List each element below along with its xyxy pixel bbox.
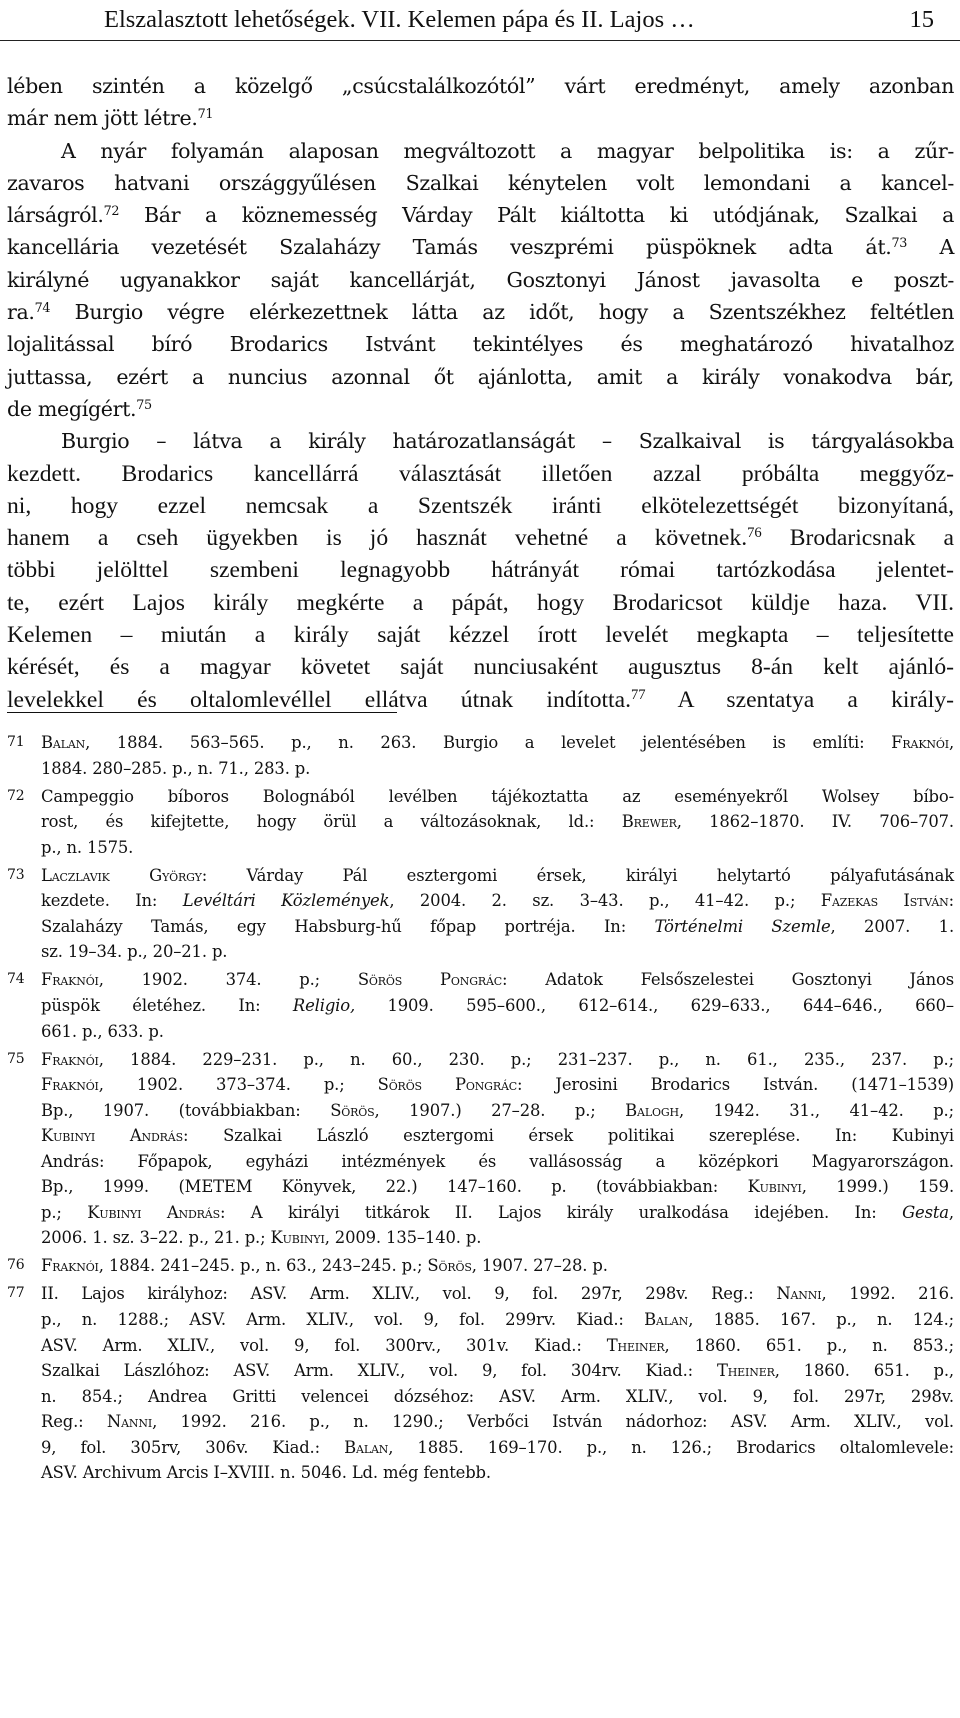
- footnote-ref-75[interactable]: 75: [136, 397, 152, 413]
- footnote-ref-73[interactable]: 73: [891, 236, 908, 252]
- footnote-73: 73 Laczlavik György: Várday Pál esztergomi érsek, királyi helytartó pályafutásának kezdete. In: Levéltári Közlemények, 2004. 2. sz. 3–43. p., 41–42. p.; Fazekas István: Szalaházy Tamás, egy Habsburg-hű főpap portréja. In: Történelmi Szemle, 2007. 1. sz. 19–34. p., 20–21. p.: [7, 863, 954, 965]
- footnote-ref-77[interactable]: 77: [630, 686, 646, 703]
- footnote-74: 74 Fraknói, 1902. 374. p.; Sörös Pongrác: Adatok Felsőszelestei Gosztonyi János püspök életéhez. In: Religio, 1909. 595–600., 612–614., 629–633., 644–646., 660– 661. p., 633. p.: [7, 967, 954, 1044]
- footnote-number: 76: [7, 1257, 25, 1274]
- text-line: királyné ugyanakkor saját kancellárját, Gosztonyi Jánost javasolta e poszt-: [7, 267, 954, 292]
- text-line: kancellária vezetését Szalaházy Tamás veszprémi püspöknek adta át.$^{73}$ A: [7, 235, 955, 260]
- footnote-ref-72[interactable]: 72: [103, 204, 120, 220]
- text-line: lében szintén a közelgő „csúcstalálkozótól” várt eredményt, amely azonban: [7, 74, 954, 98]
- footnote-72: 72 Campeggio bíboros Bolognából levélben tájékoztatta az eseményekről Wolsey bíbo- rost, és kifejtette, hogy örül a változásoknak, ld.: Brewer, 1862–1870. IV. 706–707. p., n. 1575.: [7, 784, 954, 861]
- footnote-number: 73: [7, 866, 25, 883]
- text-line: hanem a cseh ügyekben is jó hasznát vehetné a követnek.$^{76}$ Brodaricsnak a: [7, 525, 954, 552]
- footnote-ref-76[interactable]: 76: [747, 525, 762, 542]
- footnote-77: 77 II. Lajos királyhoz: ASV. Arm. XLIV., vol. 9, fol. 297r, 298v. Reg.: Nanni, 1992. 216. p., n. 1288.; ASV. Arm. XLIV., vol. 9, fol. 299rv. Kiad.: Balan, 1885. 167. p., n. 124.; ASV. Arm. XLIV., vol. 9, fol. 300rv., 301v. Kiad.: Theiner, 1860. 651. p., n. 853.; Szalkai Lászlóhoz: ASV. Arm. XLIV., vol. 9, fol. 304rv. Kiad.: Theiner, 1860. 651. p., n. 854.; Andrea Gritti velencei dózséhoz: ASV. Arm. XLIV., vol. 9, fol. 297r, 298v. Reg.: Nanni, 1992. 216. p., n. 1290.; Verbőci István nádorhoz: ASV. Arm. XLIV., vol. 9, fol. 305rv, 306v. Kiad.: Balan, 1885. 169–170. p., n. 126.; Brodarics oltalomlevele: ASV. Archivum Arcis I–XVIII. n. 5046. Ld. még fentebb.: [7, 1281, 954, 1485]
- text-line: te, ezért Lajos király megkérte a pápát, hogy Brodaricsot küldje haza. VII.: [7, 589, 954, 616]
- text-line: kérését, és a magyar követet saját nunciusaként augusztus 8-án kelt ajánló-: [7, 654, 954, 681]
- main-text: [7, 70, 954, 716]
- footnote-separator: [7, 712, 397, 713]
- text-line: ra.$^{74}$ Burgio végre elérkezettnek látta az időt, hogy a Szentszékhez feltétlen: [7, 300, 954, 325]
- footnote-ref-74[interactable]: 74: [34, 301, 51, 317]
- text-line: levelekkel és oltalomlevéllel ellátva útnak indította.$^{77}$ A szentatya a király-: [7, 686, 954, 713]
- text-line: már nem jött létre.$^{71}$: [7, 106, 214, 131]
- text-line: lojalitással bíró Brodarics Istvánt tekintélyes és meghatározó hivatalhoz: [7, 332, 954, 357]
- text-line: de megígért.$^{75}$: [7, 396, 152, 421]
- footnote-number: 77: [7, 1285, 25, 1302]
- text-line: Burgio – látva a király határozatlanságát – Szalkaival is tárgyalásokba: [61, 429, 954, 454]
- text-line: ni, hogy ezzel nemcsak a Szentszék iránti elkötelezettségét bizonyítaná,: [7, 492, 954, 519]
- running-head: [0, 0, 960, 41]
- page-number: 15: [909, 6, 934, 33]
- text-line: zavaros hatvani országgyűlésen Szalkai kénytelen volt lemondani a kancel-: [7, 170, 954, 195]
- running-title: Elszalasztott lehetőségek. VII. Kelemen pápa és II. Lajos …: [104, 6, 695, 33]
- footnote-75: 75 Fraknói, 1884. 229–231. p., n. 60., 230. p.; 231–237. p., n. 61., 235., 237. p.; Fraknói, 1902. 373–374. p.; Sörös Pongrác: Jerosini Brodarics István. (1471–1539) Bp., 1907. (továbbiakban: Sörös, 1907.) 27–28. p.; Balogh, 1942. 31., 41–42. p.; Kubinyi András: Szalkai László esztergomi érsek politikai szereplése. In: Kubinyi András: Főpapok, egyházi intézmények és vallásosság a középkori Magyarországon. Bp., 1999. (METEM Könyvek, 22.) 147–160. p. (továbbiakban: Kubinyi, 1999.) 159. p.; Kubinyi András: A királyi titkárok II. Lajos király uralkodása idejében. In: Gesta, 2006. 1. sz. 3–22. p., 21. p.; Kubinyi, 2009. 135–140. p.: [7, 1047, 954, 1251]
- text-line: juttassa, ezért a nuncius azonnal őt ajánlotta, amit a király vonakodva bár,: [7, 364, 954, 389]
- footnote-number: 74: [7, 971, 25, 988]
- footnote-number: 75: [7, 1050, 25, 1067]
- text-line: kezdett. Brodarics kancellárrá választását illetően azzal próbálta meggyőz-: [7, 460, 954, 487]
- footnote-ref-71[interactable]: 71: [197, 107, 214, 123]
- footnote-number: 71: [7, 734, 25, 750]
- text-line: lárságról.$^{72}$ Bár a köznemesség Várday Pált kiáltotta ki utódjának, Szalkai a: [7, 203, 954, 228]
- footnote-71: 71 Balan, 1884. 563–565. p., n. 263. Burgio a levelet jelentésében is említi: Fraknói, 1884. 280–285. p., n. 71., 283. p.: [7, 730, 954, 781]
- footnote-76: 76 Fraknói, 1884. 241–245. p., n. 63., 243–245. p.; Sörös, 1907. 27–28. p.: [7, 1253, 954, 1279]
- footnotes: [7, 730, 954, 1488]
- text-line: többi jelölttel szembeni legnagyobb hátrányát római tartózkodása jelentet-: [7, 557, 954, 584]
- text-line: A nyár folyamán alaposan megváltozott a magyar belpolitika is: a zűr-: [61, 138, 954, 163]
- footnote-number: 72: [7, 787, 25, 804]
- text-line: Kelemen – miután a király saját kézzel írott levelét megkapta – teljesítette: [7, 622, 954, 649]
